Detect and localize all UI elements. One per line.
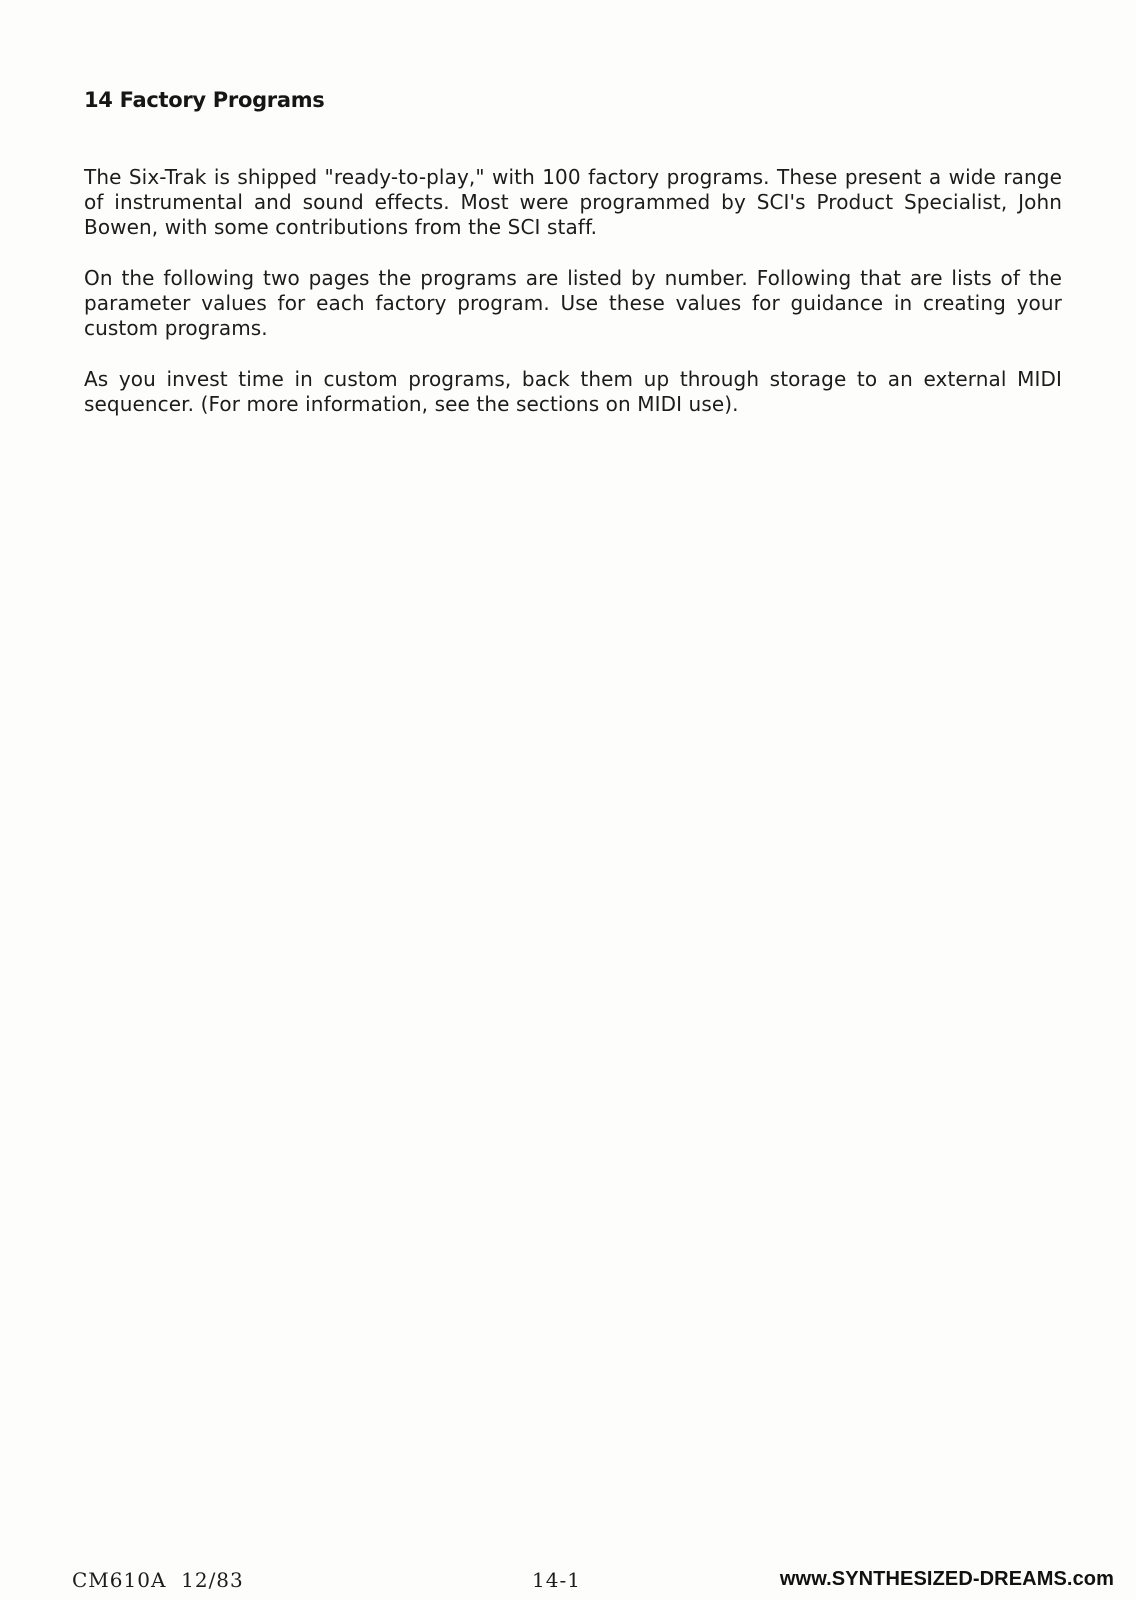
section-heading: 14 Factory Programs [84,88,325,112]
body-text [84,165,1062,443]
footer-doc-code: CM610A 12/83 [72,1568,244,1592]
paragraph-listing: On the following two pages the programs are listed by number. Following that are lists of the parameter values for each factory program. Use these values for guidance in creating your custom programs. [84,266,1062,340]
paragraph-intro: The Six-Trak is shipped "ready-to-play," with 100 factory programs. These present a wide range of instrumental and sound effects. Most were programmed by SCI's Product Specialist, John Bowen, with some contributions from the SCI staff. [84,165,1062,239]
footer-page-number: 14-1 [532,1568,581,1592]
paragraph-backup: As you invest time in custom programs, back them up through storage to an external MIDI sequencer. (For more information, see the sections on MIDI use). [84,367,1062,416]
footer-website: www.SYNTHESIZED-DREAMS.com [779,1568,1114,1590]
